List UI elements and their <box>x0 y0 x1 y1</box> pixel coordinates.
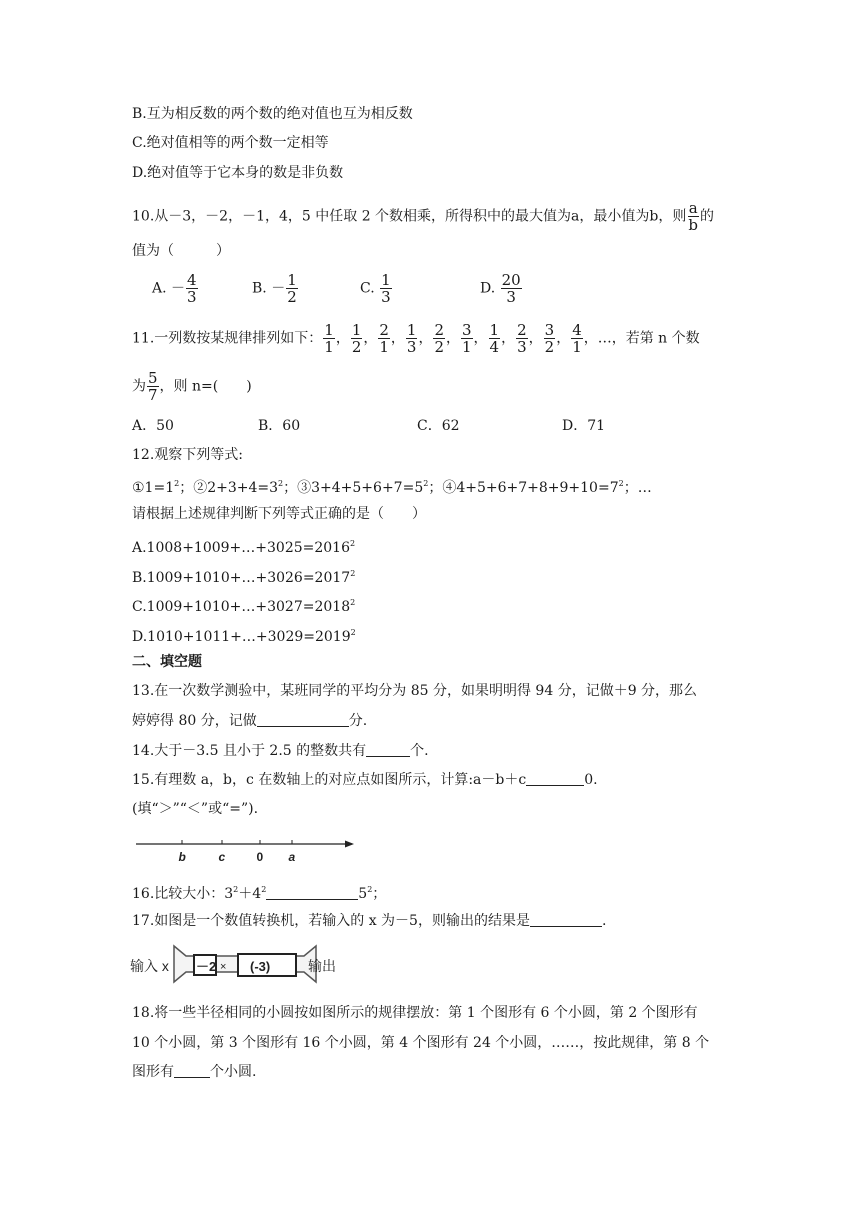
answer-blank[interactable] <box>526 771 584 786</box>
frac-denominator: 2 <box>351 338 362 356</box>
fraction <box>286 272 298 305</box>
separator: ， <box>390 330 405 347</box>
frac-denominator: 2 <box>434 338 444 356</box>
separator: ， <box>556 330 571 347</box>
option-text: B.1009+1010+…+3026=2017 <box>132 569 351 586</box>
fraction <box>571 322 583 355</box>
q15-line2: (填“＞”“＜”或“=”). <box>132 801 259 817</box>
frac-denominator: 1 <box>462 338 472 356</box>
superscript: 2 <box>174 479 180 488</box>
conversion-machine-figure <box>128 940 348 988</box>
option-letter: D. <box>480 280 500 297</box>
q10-option <box>360 272 393 305</box>
frac-numerator: 5 <box>148 369 158 387</box>
q18-line1: 18.将一些半径相同的小圆按如图所示的规律摆放：第 1 个图形有 6 个小圆，第 2 个图形有 <box>132 1005 698 1021</box>
q11-option: A．50 <box>132 418 174 434</box>
q10-option <box>480 272 523 305</box>
equation: ；③3+4+5+6+7=5 <box>283 480 424 496</box>
q12-option <box>132 593 355 617</box>
q14-text: 14.大于－3.5 且小于 2.5 的整数共有 <box>132 743 367 759</box>
separator: ， <box>501 330 516 347</box>
q10-stem-line2: 值为（ ） <box>132 243 230 259</box>
frac-numerator: 2 <box>517 321 527 339</box>
q11-stem-line2 <box>132 370 252 403</box>
frac-numerator: 1 <box>324 321 334 339</box>
separator: ， <box>446 330 460 347</box>
fraction <box>544 322 556 355</box>
axis-label: b <box>178 850 186 864</box>
frac-denominator: 3 <box>506 288 516 306</box>
q18-tail: 个小圆. <box>210 1064 257 1080</box>
frac-numerator: 3 <box>544 321 555 339</box>
fraction <box>461 322 473 355</box>
option-text: D.1010+1011+…+3029=2019 <box>132 628 351 645</box>
frac-denominator: 2 <box>544 338 555 356</box>
q10-option <box>152 272 199 305</box>
answer-blank[interactable] <box>257 712 349 727</box>
q9-option-c: C.绝对值相等的两个数一定相等 <box>132 135 329 151</box>
q11-suffix-text: ，则 n=( ) <box>159 378 252 395</box>
separator: ， <box>363 330 378 347</box>
q11-prefix-text: 为 <box>132 378 146 395</box>
axis-label: 0 <box>256 850 264 864</box>
q10-option <box>252 272 299 305</box>
fraction <box>351 322 363 355</box>
superscript: 2 <box>278 479 284 488</box>
fraction <box>323 322 335 355</box>
fraction <box>186 272 198 305</box>
q12-option <box>132 534 355 558</box>
q15-text: 15.有理数 a，b，c 在数轴上的对应点如图所示，计算:a－b＋c <box>132 772 527 788</box>
q13-line1: 13.在一次数学测验中，某班同学的平均分为 85 分，如果明明得 94 分，记做＋9 分，那么 <box>132 683 698 699</box>
equation: ；… <box>623 480 652 496</box>
fraction <box>433 322 445 355</box>
frac-numerator: 1 <box>489 321 500 339</box>
q12-option <box>132 623 356 647</box>
q10-stem-tail: 的 <box>699 208 714 225</box>
frac-denominator: 4 <box>489 338 500 356</box>
q16-base2: ＋4 <box>238 886 262 902</box>
answer-blank[interactable] <box>530 912 602 927</box>
q10-a-over-b <box>687 200 699 233</box>
frac-denominator: 1 <box>324 338 334 356</box>
q11-option: D．71 <box>562 418 606 434</box>
q12-equations <box>132 474 652 498</box>
frac-numerator: 2 <box>434 321 444 339</box>
q13-tail: 分. <box>348 713 368 729</box>
q12-title: 12.观察下列等式: <box>132 447 243 463</box>
q16-base3: 5 <box>358 886 368 902</box>
frac-denominator: b <box>688 216 698 234</box>
q9-option-b: B.互为相反数的两个数的绝对值也互为相反数 <box>132 106 413 122</box>
section-heading: 二、填空题 <box>132 654 202 670</box>
superscript: 2 <box>367 885 373 894</box>
frac-denominator: 1 <box>572 338 582 356</box>
q18-text: 图形有 <box>132 1064 174 1080</box>
q15-line1 <box>132 770 598 790</box>
arrow-icon <box>345 841 354 848</box>
superscript: 2 <box>350 568 356 578</box>
separator: ， <box>473 330 488 347</box>
frac-denominator: 2 <box>287 288 297 306</box>
q16-line <box>132 880 386 904</box>
machine-times-sign: × <box>220 961 227 973</box>
q11-prefix: 11.一列数按某规律排列如下： <box>132 330 323 347</box>
q17-text: 17.如图是一个数值转换机，若输入的 x 为－5，则输出的结果是 <box>132 913 530 929</box>
equation: ；④4+5+6+7+8+9+10=7 <box>428 480 619 496</box>
q16-tail: ； <box>372 886 387 902</box>
q12-option <box>132 564 355 588</box>
option-letter: C. <box>360 280 380 297</box>
frac-denominator: 3 <box>381 288 391 306</box>
answer-blank[interactable] <box>366 742 410 757</box>
option-text: A.1008+1009+…+3025=2016 <box>132 540 350 556</box>
q16-base1: 16.比较大小：3 <box>132 886 234 902</box>
option-letter: B. － <box>252 280 286 297</box>
equation: ①1=1 <box>132 480 175 496</box>
frac-numerator: 20 <box>501 271 521 289</box>
fraction <box>501 272 522 305</box>
superscript: 2 <box>618 479 624 488</box>
superscript: 2 <box>350 627 356 637</box>
q11-stem-line1 <box>132 322 700 355</box>
axis-label: a <box>288 850 296 864</box>
q18-line3 <box>132 1062 256 1082</box>
q13-line2 <box>132 711 367 731</box>
frac-numerator: 1 <box>351 321 362 339</box>
separator: ， <box>335 330 350 347</box>
option-letter: A. － <box>152 280 186 297</box>
axis-label: c <box>218 850 226 864</box>
frac-denominator: 3 <box>517 338 527 356</box>
q17-line <box>132 911 606 931</box>
q15-tail: 0. <box>584 772 598 788</box>
machine-box-1-label: －2 <box>196 959 217 974</box>
frac-denominator: 1 <box>379 338 389 356</box>
frac-numerator: 1 <box>287 271 297 289</box>
q12-prompt: 请根据上述规律判断下列等式正确的是（ ） <box>132 506 426 522</box>
frac-numerator: 3 <box>462 321 472 339</box>
fraction <box>406 322 418 355</box>
q10-stem-line1 <box>132 200 714 233</box>
frac-numerator: a <box>688 199 698 217</box>
frac-denominator: 3 <box>187 288 197 306</box>
frac-numerator: 1 <box>381 271 391 289</box>
frac-numerator: 1 <box>406 321 417 339</box>
superscript: 2 <box>423 479 429 488</box>
machine-input-label: 输入 x <box>130 958 169 974</box>
frac-denominator: 7 <box>148 386 158 404</box>
q11-option: C．62 <box>417 418 460 434</box>
answer-blank[interactable] <box>266 885 358 900</box>
q11-suffix: ，…，若第 n 个数 <box>583 330 700 347</box>
frac-numerator: 4 <box>187 271 197 289</box>
q11-option: B．60 <box>258 418 301 434</box>
fraction <box>380 272 392 305</box>
q14-tail: 个. <box>410 743 429 759</box>
fraction <box>516 322 528 355</box>
option-text: C.1009+1010+…+3027=2018 <box>132 599 351 615</box>
superscript: 2 <box>261 885 267 894</box>
frac-numerator: 4 <box>572 321 582 339</box>
q10-stem-text: 10.从－3，－2，－1，4，5 中任取 2 个数相乘，所得积中的最大值为a，最小值为b，则 <box>132 208 687 225</box>
separator: ， <box>528 330 543 347</box>
number-line-figure <box>130 832 370 868</box>
q13-text: 婷婷得 80 分，记做 <box>132 713 257 729</box>
equation: ；②2+3+4=3 <box>179 480 279 496</box>
q14-line <box>132 741 429 761</box>
machine-output-label: 输出 <box>308 958 336 974</box>
q9-option-d: D.绝对值等于它本身的数是非负数 <box>132 165 344 181</box>
superscript: 2 <box>350 598 356 607</box>
superscript: 2 <box>350 539 356 548</box>
q11-target-fraction <box>147 370 159 403</box>
fraction <box>378 322 390 355</box>
superscript: 2 <box>233 885 239 894</box>
q17-tail: . <box>601 913 607 929</box>
separator: ， <box>418 330 433 347</box>
frac-denominator: 3 <box>406 338 417 356</box>
q18-line2: 10 个小圆，第 3 个图形有 16 个小圆，第 4 个图形有 24 个小圆，……，按此规律，第 8 个 <box>132 1035 710 1051</box>
fraction <box>489 322 501 355</box>
machine-box-2-label: (-3) <box>250 959 271 974</box>
answer-blank[interactable] <box>174 1063 210 1078</box>
frac-numerator: 2 <box>379 321 389 339</box>
